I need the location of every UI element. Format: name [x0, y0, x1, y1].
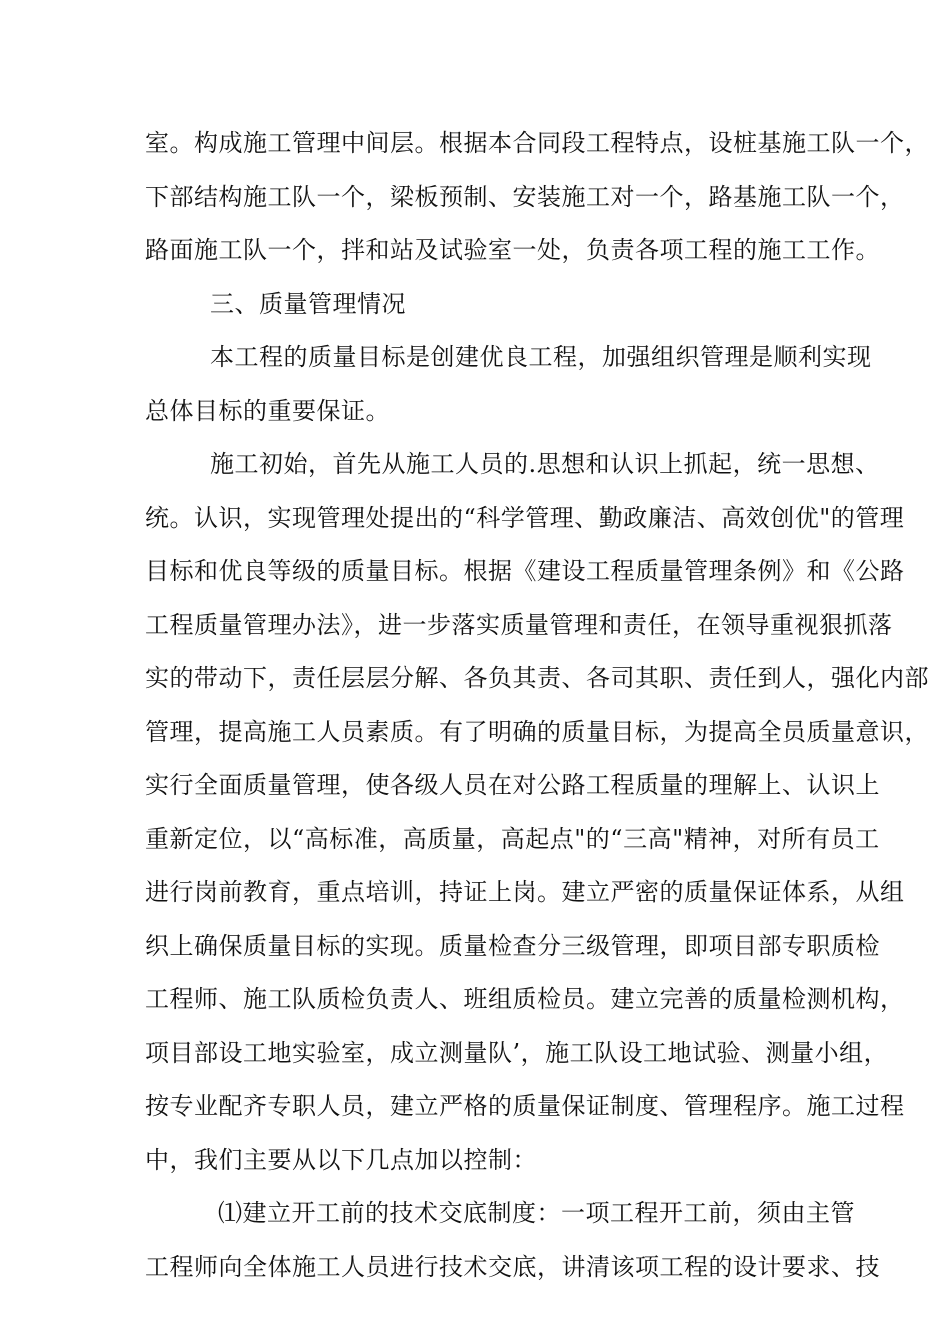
section-heading: 三、质量管理情况 — [210, 290, 406, 318]
text-line: 下部结构施工队一个，梁板预制、安装施工对一个，路基施工队一个， — [145, 183, 905, 211]
text-line: 本工程的质量目标是创建优良工程，加强组织管理是顺利实现 — [210, 343, 872, 371]
text-line: 实的带动下，责任层层分解、各负其责、各司其职、责任到人，强化内部 — [145, 664, 929, 692]
text-line: 目标和优良等级的质量目标。根据《建设工程质量管理条例》和《公路 — [145, 557, 905, 585]
text-line: 施工初始，首先从施工人员的.思想和认识上抓起，统一思想、 — [210, 450, 880, 478]
list-item: ⑴建立开工前的技术交底制度：一项工程开工前，须由主管 — [218, 1199, 855, 1227]
text-line: 工程质量管理办法》，进一步落实质量管理和责任，在领导重视狠抓落 — [145, 611, 893, 639]
text-line: 重新定位，以“高标准，高质量，高起点"的“三高"精神，对所有员工 — [145, 825, 880, 853]
text-line: 织上确保质量目标的实现。质量检查分三级管理，即项目部专职质检 — [145, 932, 880, 960]
text-line: 室。构成施工管理中间层。根据本合同段工程特点，设桩基施工队一个， — [145, 129, 929, 157]
text-line: 按专业配齐专职人员，建立严格的质量保证制度、管理程序。施工过程 — [145, 1092, 905, 1120]
text-line: 工程师向全体施工人员进行技术交底，讲清该项工程的设计要求、技 — [145, 1253, 880, 1281]
text-line: 管理，提高施工人员素质。有了明确的质量目标，为提高全员质量意识， — [145, 718, 929, 746]
text-line: 项目部设工地实验室，成立测量队’，施工队设工地试验、测量小组， — [145, 1039, 889, 1067]
text-line: 实行全面质量管理，使各级人员在对公路工程质量的理解上、认识上 — [145, 771, 880, 799]
text-line: 统。认识，实现管理处提出的“科学管理、勤政廉洁、高效创优"的管理 — [145, 504, 905, 532]
text-line: 进行岗前教育，重点培训，持证上岗。建立严密的质量保证体系，从组 — [145, 878, 905, 906]
text-line: 总体目标的重要保证。 — [145, 397, 390, 425]
text-line: 工程师、施工队质检负责人、班组质检员。建立完善的质量检测机构， — [145, 985, 905, 1013]
text-line: 中，我们主要从以下几点加以控制： — [145, 1146, 537, 1174]
text-line: 路面施工队一个，拌和站及试验室一处，负责各项工程的施工工作。 — [145, 236, 880, 264]
